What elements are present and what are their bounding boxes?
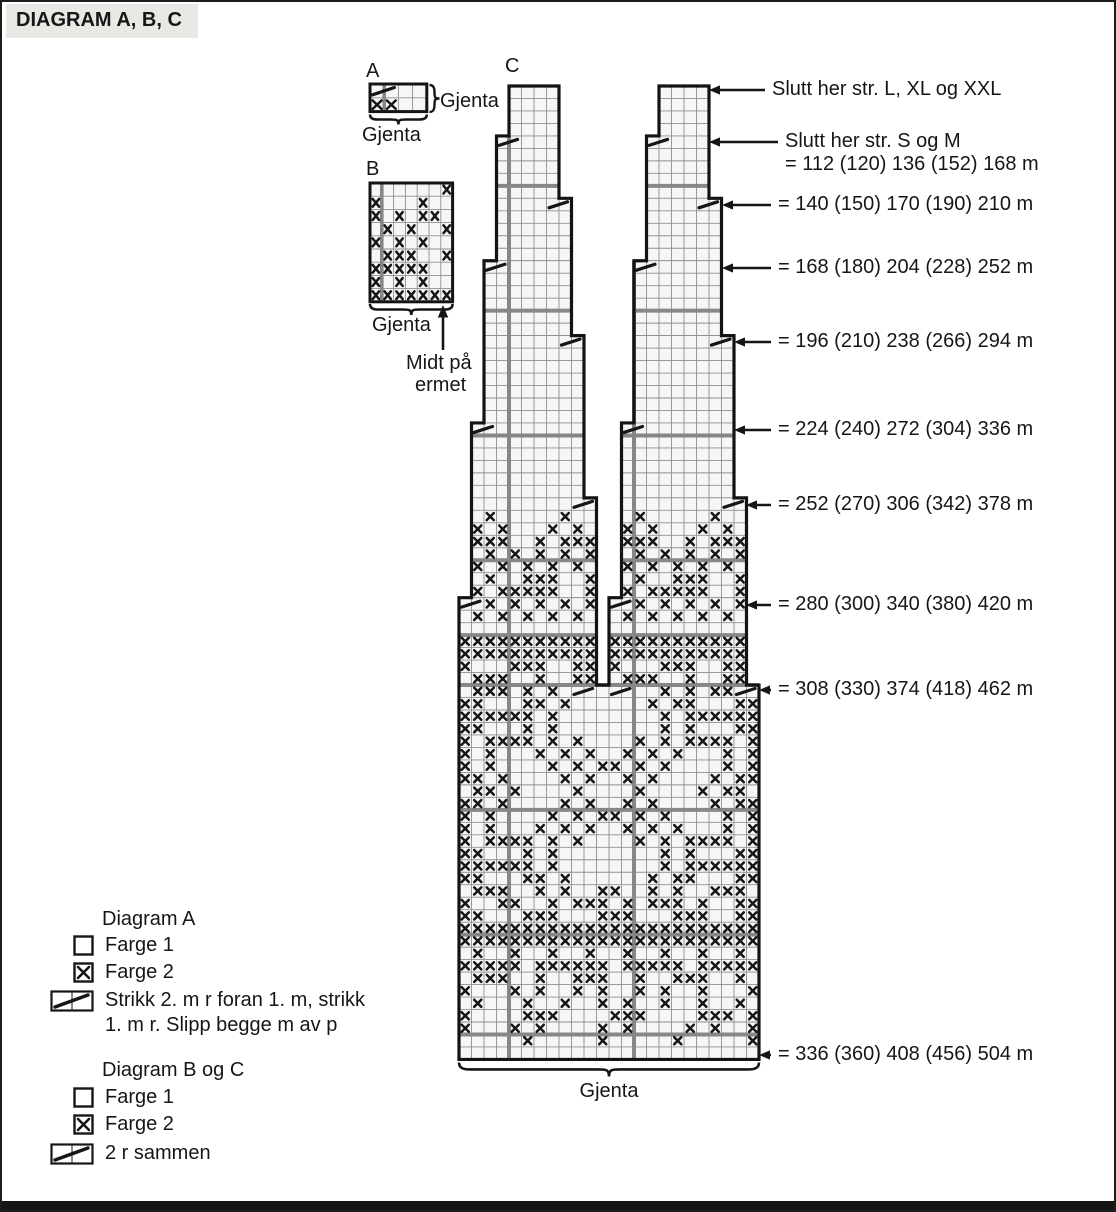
legend-item [48,1085,174,1110]
legend-item-label: Farge 2 [105,1113,174,1135]
stitch-count-annotation: = 280 (300) 340 (380) 420 m [778,593,1034,615]
legend-item [48,960,174,985]
stitch-count-annotation: = 336 (360) 408 (456) 504 m [778,1043,1034,1065]
legend-item-label: Farge 1 [105,934,174,956]
decrease-slash-box-icon [48,1143,94,1165]
legend-item [48,1112,174,1137]
stitch-count-annotation: = 224 (240) 272 (304) 336 m [778,418,1034,440]
farge1-empty-box-icon [48,935,94,956]
stitch-count-annotation: Slutt her str. L, XL og XXL [772,78,1002,100]
legend-item [48,988,365,1038]
diagram-b-label: B [366,158,380,180]
legend-title-a: Diagram A [102,908,196,930]
stitch-count-annotation: = 308 (330) 374 (418) 462 m [778,678,1034,700]
legend-title-bc: Diagram B og C [102,1059,245,1081]
stitch-count-annotation: = 140 (150) 170 (190) 210 m [778,193,1034,215]
sleeve-center-label-line2: ermet [415,374,467,396]
decrease-slash-box-icon [48,990,94,1012]
diagram-c-label: C [505,55,520,77]
farge1-empty-box-icon [48,1087,94,1108]
legend-item-label-line2: 1. m r. Slipp begge m av p [105,1014,338,1036]
legend-item [48,1141,211,1166]
legend-item-label: Farge 1 [105,1086,174,1108]
legend-item-label: 2 r sammen [105,1142,211,1164]
legend-item-label: Strikk 2. m r foran 1. m, strikk [105,989,366,1011]
stitch-count-annotation: = 252 (270) 306 (342) 378 m [778,493,1034,515]
repeat-label-a-right: Gjenta [440,90,499,112]
repeat-label-c-below: Gjenta [579,1080,639,1102]
page-title: DIAGRAM A, B, C [6,4,198,38]
stitch-count-annotation: = 196 (210) 238 (266) 294 m [778,330,1034,352]
diagram-a-label: A [366,60,380,82]
stitch-count-annotation: Slutt her str. S og M = 112 (120) 136 (152) 168 m [785,130,1039,175]
repeat-label-a-below: Gjenta [362,124,421,146]
legend-item-label: Farge 2 [105,961,174,983]
farge2-x-box-icon [48,962,94,983]
farge2-x-box-icon [48,1114,94,1135]
sleeve-center-label-line1: Midt på [406,352,472,374]
page-bottom-border [2,1201,1114,1210]
legend-item [48,933,174,958]
repeat-label-b-below: Gjenta [372,314,431,336]
stitch-count-annotation: = 168 (180) 204 (228) 252 m [778,256,1034,278]
